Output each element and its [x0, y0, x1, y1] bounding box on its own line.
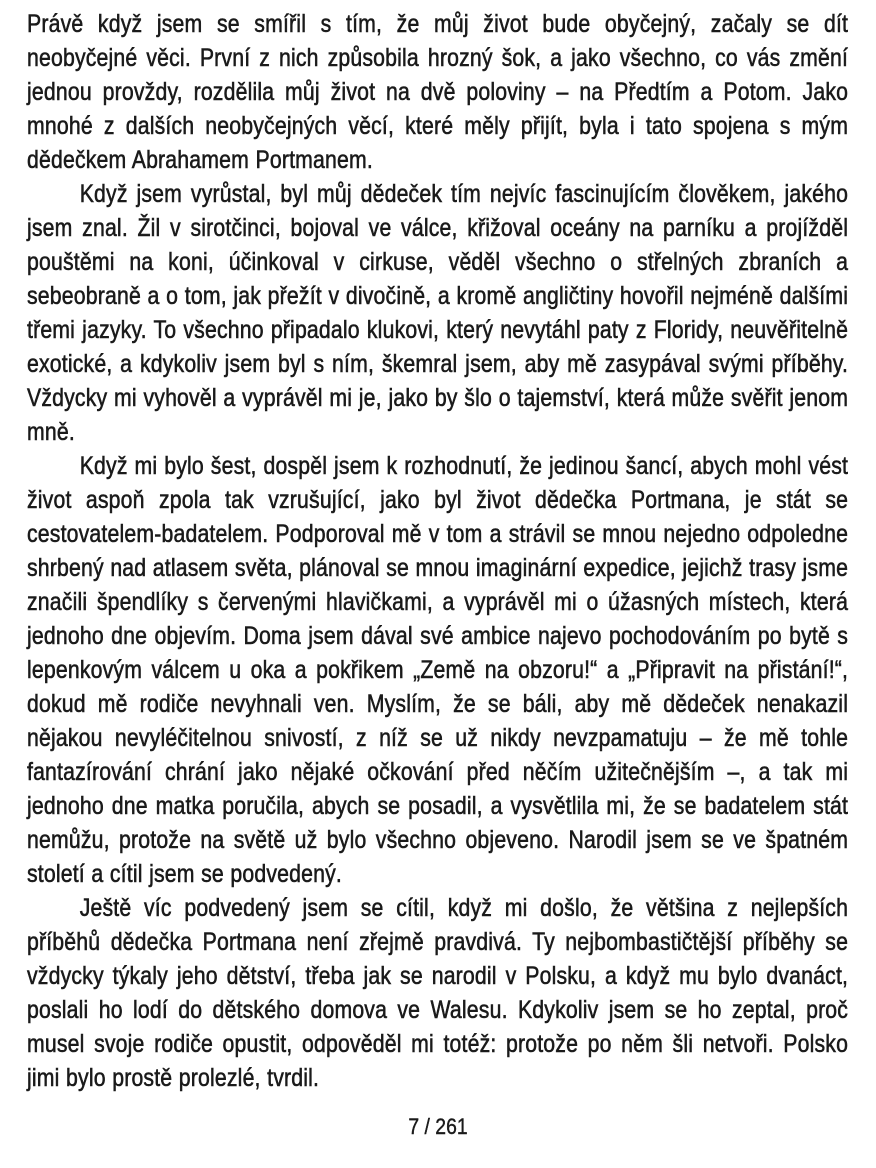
book-text: [27, 7, 848, 1095]
text-column: [27, 7, 848, 1095]
paragraph: Právě když jsem se smířil s tím, že můj život bude obyčejný, začaly se dít neobyčejné věci. První z nich způsobila hrozný šok, a jako všechno, co vás změní jednou provždy, rozdělila můj život na dvě poloviny – na Předtím a Potom. Jako mnohé z dalších neobyčejných věcí, které měly přijít, byla i tato spojena s mým dědečkem Abrahamem Portmanem.: [27, 10, 849, 174]
paragraph: Když mi bylo šest, dospěl jsem k rozhodnutí, že jedinou šancí, abych mohl vést život aspoň zpola tak vzrušující, jako byl život dědečka Portmana, je stát se cestovatelem-badatelem. Podporoval mě v tom a strávil se mnou nejedno odpoledne shrbený nad atlasem světa, plánoval se mnou imaginární expedice, jejichž trasy jsme značili špendlíky s červenými hlavičkami, a vyprávěl mi o úžasných místech, která jednoho dne objevím. Doma jsem dával své ambice najevo pochodováním po bytě s lepenkovým válcem u oka a pokřikem „Země na obzoru!“ a „Připravit na přistání!“, dokud mě rodiče nevyhnali ven. Myslím, že se báli, aby mě dědeček nenakazil nějakou nevyléčitelnou snivostí, z níž se už nikdy nevzpamatuju – že mě tohle fantazírování chrání jako nějaké očkování před něčím užitečnějším –, a tak mi jednoho dne matka poručila, abych se posadil, a vysvětlila mi, že se badatelem stát nemůžu, protože na světě už bylo všechno objeveno. Narodil jsem se ve špatném století a cítil jsem se podvedený.: [27, 452, 849, 888]
paragraph: Když jsem vyrůstal, byl můj dědeček tím nejvíc fascinujícím člověkem, jakého jsem znal. Žil v sirotčinci, bojoval ve válce, křižoval oceány na parníku a projížděl pouštěmi na koni, účinkoval v cirkuse, věděl všechno o střelných zbraních a sebeobraně a o tom, jak přežít v divočině, a kromě angličtiny hovořil nejméně dalšími třemi jazyky. To všechno připadalo klukovi, který nevytáhl paty z Floridy, neuvěřitelně exotické, a kdykoliv jsem byl s ním, škemral jsem, aby mě zasypával svými příběhy. Vždycky mi vyhověl a vyprávěl mi je, jako by šlo o tajemství, která může svěřit jenom mně.: [27, 180, 849, 446]
page-indicator: 7 / 261: [408, 1114, 468, 1139]
paragraph: Ještě víc podvedený jsem se cítil, když mi došlo, že většina z nejlepších příběhů dědečka Portmana není zřejmě pravdivá. Ty nejbombastičtější příběhy se vždycky týkaly jeho dětství, třeba jak se narodil v Polsku, a když mu bylo dvanáct, poslali ho lodí do dětského domova ve Walesu. Kdykoliv jsem se ho zeptal, proč musel svoje rodiče opustit, odpověděl mi totéž: protože po něm šli netvoři. Polsko jimi bylo prostě prolezlé, tvrdil.: [27, 894, 849, 1092]
